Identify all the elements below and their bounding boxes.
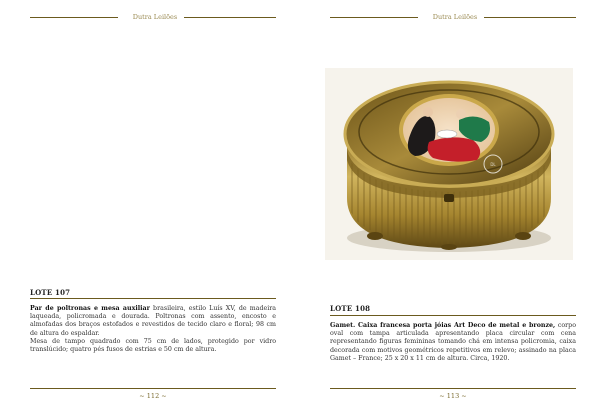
lot-description-title: Par de poltronas e mesa auxiliar (30, 305, 150, 312)
box-foot (515, 232, 531, 240)
tea-table (437, 130, 457, 138)
box-foot (367, 232, 383, 240)
lot-description-body: corpo oval com tampa articulada apresentando placa circular com cena representando figuras femininas tomando chá em intensa policromia, caixa decorada com motivos geométricos repetitivos em relevo; assinado na placa Gamet – France; 25 x 20 x 11 cm de altura. Circa, 1920. (330, 322, 577, 362)
lot-rule (30, 298, 276, 299)
lot-description (30, 305, 276, 354)
header-title: Dutra Leilões (132, 13, 178, 21)
lot-description-title: Gamet. Caixa francesa porta jóias Art Deco de metal e bronze, (330, 322, 556, 329)
lot-description (330, 322, 576, 363)
lot-label: LOTE 107 (30, 288, 71, 297)
figure-head (456, 109, 466, 119)
svg-text:DL: DL (490, 162, 496, 167)
page-header (330, 11, 576, 23)
lot-photo (325, 68, 573, 260)
header-title: Dutra Leilões (432, 13, 478, 21)
header-rule (484, 17, 576, 18)
header-rule (30, 17, 118, 18)
figure-red-dress (428, 137, 481, 161)
header-rule (330, 17, 418, 18)
figure-head (423, 107, 433, 117)
lot-label: LOTE 108 (330, 304, 371, 313)
box-foot (441, 244, 457, 250)
lot-description-body: brasileira, estilo Luís XV, de madeira laqueada, policromada e dourada. Poltronas com assento, encosto e almofadas dos braços estofados e revestidos de tecido claro e floral; 98 cm de altura do espaldar. (30, 305, 276, 337)
footer-rule (30, 388, 276, 389)
page-header (30, 11, 276, 23)
lot-description-extra: Mesa de tampo quadrado com 75 cm de lados, protegido por vidro translúcido; quatro pés fusos de estrias e 50 cm de altura. (30, 337, 276, 354)
footer-rule (330, 388, 576, 389)
jewelry-box-illustration (325, 68, 573, 260)
header-rule (184, 17, 276, 18)
page-number: ~ 112 ~ (139, 392, 167, 400)
lot-rule (330, 315, 576, 316)
page-number: ~ 113 ~ (439, 392, 467, 400)
box-lock (444, 194, 454, 202)
